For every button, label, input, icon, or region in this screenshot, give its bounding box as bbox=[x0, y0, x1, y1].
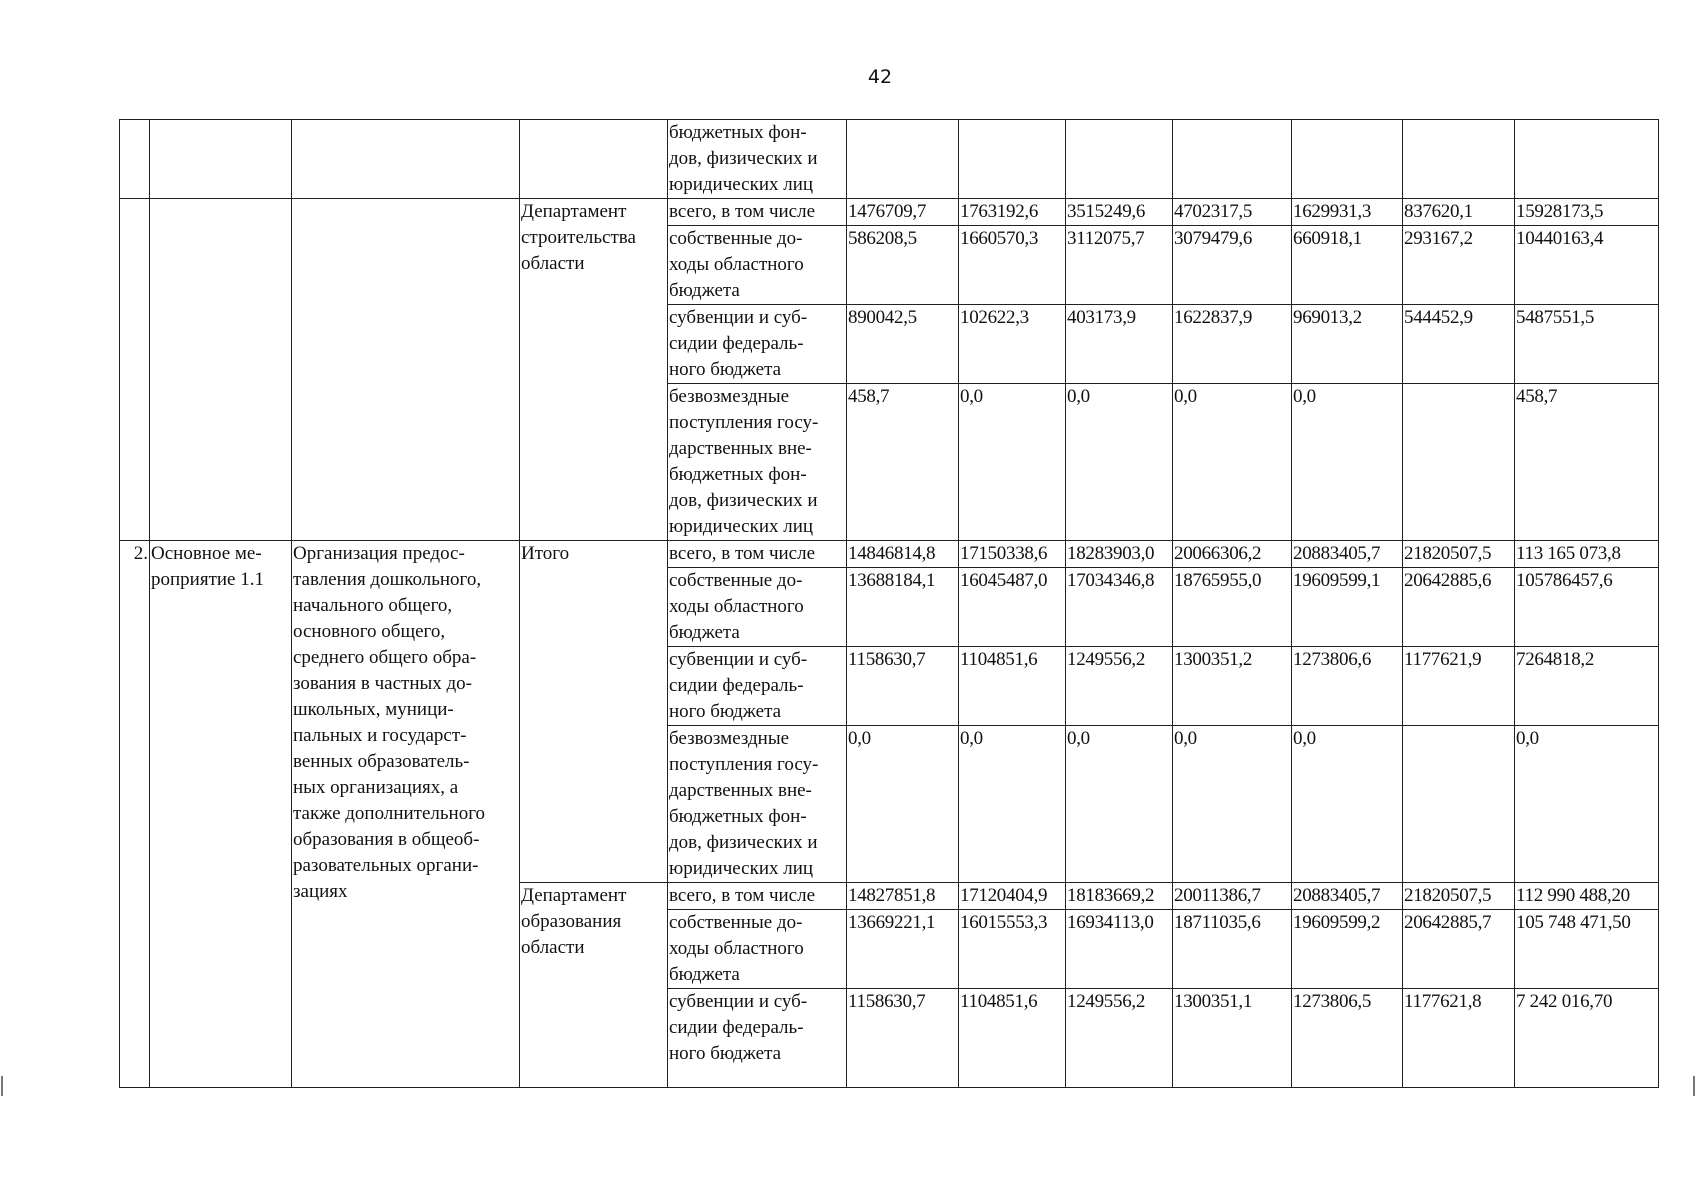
row-label: субвенции и суб- сидии федераль- ного бюджета bbox=[668, 989, 847, 1088]
value-cell bbox=[1403, 384, 1515, 541]
row-label: безвозмездные поступления госу- дарственных вне- бюджетных фон- дов, физических и юридических лиц bbox=[668, 726, 847, 883]
value-cell: 1249556,2 bbox=[1066, 989, 1173, 1088]
value-cell bbox=[1173, 120, 1292, 199]
row-label: собственные до- ходы областного бюджета bbox=[668, 568, 847, 647]
value-cell: 837620,1 bbox=[1403, 199, 1515, 226]
value-cell: 18765955,0 bbox=[1173, 568, 1292, 647]
value-cell: 890042,5 bbox=[847, 305, 959, 384]
executor-education: Департамент образования области bbox=[520, 883, 668, 1088]
value-cell: 19609599,2 bbox=[1292, 910, 1403, 989]
cell-executor bbox=[520, 120, 668, 199]
value-cell: 1104851,6 bbox=[959, 647, 1066, 726]
row-label: всего, в том числе bbox=[668, 883, 847, 910]
value-cell: 20642885,6 bbox=[1403, 568, 1515, 647]
cell-description bbox=[292, 199, 520, 541]
cell-activity bbox=[150, 120, 292, 199]
table-row bbox=[120, 199, 1659, 226]
row-label: собственные до- ходы областного бюджета bbox=[668, 910, 847, 989]
value-cell: 13688184,1 bbox=[847, 568, 959, 647]
value-cell: 1763192,6 bbox=[959, 199, 1066, 226]
value-cell: 1273806,6 bbox=[1292, 647, 1403, 726]
row-label: бюджетных фон- дов, физических и юридических лиц bbox=[668, 120, 847, 199]
value-cell: 21820507,5 bbox=[1403, 541, 1515, 568]
table-row bbox=[120, 120, 1659, 199]
value-cell: 1177621,9 bbox=[1403, 647, 1515, 726]
cell-activity: Основное ме- роприятие 1.1 bbox=[150, 541, 292, 1088]
value-cell: 0,0 bbox=[959, 726, 1066, 883]
value-cell: 1273806,5 bbox=[1292, 989, 1403, 1088]
value-cell bbox=[1515, 120, 1659, 199]
value-cell: 0,0 bbox=[1292, 384, 1403, 541]
value-cell: 0,0 bbox=[1292, 726, 1403, 883]
value-cell bbox=[1403, 726, 1515, 883]
value-cell: 5487551,5 bbox=[1515, 305, 1659, 384]
value-cell: 4702317,5 bbox=[1173, 199, 1292, 226]
value-cell: 14827851,8 bbox=[847, 883, 959, 910]
value-cell: 1158630,7 bbox=[847, 989, 959, 1088]
value-cell: 15928173,5 bbox=[1515, 199, 1659, 226]
value-cell: 458,7 bbox=[847, 384, 959, 541]
scan-mark-right bbox=[1693, 1076, 1695, 1096]
value-cell: 7 242 016,70 bbox=[1515, 989, 1659, 1088]
value-cell: 20883405,7 bbox=[1292, 883, 1403, 910]
value-cell bbox=[1066, 120, 1173, 199]
value-cell: 112 990 488,20 bbox=[1515, 883, 1659, 910]
value-cell: 17150338,6 bbox=[959, 541, 1066, 568]
value-cell: 3112075,7 bbox=[1066, 226, 1173, 305]
value-cell: 0,0 bbox=[1173, 384, 1292, 541]
scan-mark-left bbox=[1, 1076, 3, 1096]
value-cell: 105786457,6 bbox=[1515, 568, 1659, 647]
executor-total: Итого bbox=[520, 541, 668, 883]
row-label: всего, в том числе bbox=[668, 199, 847, 226]
value-cell: 10440163,4 bbox=[1515, 226, 1659, 305]
value-cell: 13669221,1 bbox=[847, 910, 959, 989]
value-cell: 0,0 bbox=[959, 384, 1066, 541]
table-row bbox=[120, 541, 1659, 568]
value-cell: 18283903,0 bbox=[1066, 541, 1173, 568]
value-cell: 18183669,2 bbox=[1066, 883, 1173, 910]
value-cell: 0,0 bbox=[1066, 384, 1173, 541]
value-cell: 16015553,3 bbox=[959, 910, 1066, 989]
value-cell: 1629931,3 bbox=[1292, 199, 1403, 226]
value-cell: 1104851,6 bbox=[959, 989, 1066, 1088]
budget-table bbox=[119, 119, 1659, 1088]
value-cell bbox=[959, 120, 1066, 199]
value-cell: 16934113,0 bbox=[1066, 910, 1173, 989]
value-cell: 403173,9 bbox=[1066, 305, 1173, 384]
value-cell: 1476709,7 bbox=[847, 199, 959, 226]
cell-index bbox=[120, 120, 150, 199]
value-cell: 458,7 bbox=[1515, 384, 1659, 541]
value-cell: 969013,2 bbox=[1292, 305, 1403, 384]
value-cell: 19609599,1 bbox=[1292, 568, 1403, 647]
value-cell: 1622837,9 bbox=[1173, 305, 1292, 384]
value-cell: 0,0 bbox=[1173, 726, 1292, 883]
row-label: субвенции и суб- сидии федераль- ного бюджета bbox=[668, 647, 847, 726]
value-cell: 1177621,8 bbox=[1403, 989, 1515, 1088]
row-label: субвенции и суб- сидии федераль- ного бюджета bbox=[668, 305, 847, 384]
value-cell: 17034346,8 bbox=[1066, 568, 1173, 647]
page-number: 42 bbox=[867, 66, 893, 88]
value-cell: 586208,5 bbox=[847, 226, 959, 305]
value-cell: 544452,9 bbox=[1403, 305, 1515, 384]
value-cell: 0,0 bbox=[1515, 726, 1659, 883]
value-cell: 7264818,2 bbox=[1515, 647, 1659, 726]
value-cell bbox=[1292, 120, 1403, 199]
value-cell: 1300351,1 bbox=[1173, 989, 1292, 1088]
value-cell bbox=[1403, 120, 1515, 199]
cell-index: 2. bbox=[120, 541, 150, 1088]
cell-description: Организация предос- тавления дошкольного, начального общего, основного общего, среднего общего обра- зования в частных до- школьных, муници- пальных и государст- венных образователь- ных организациях, а также дополнительного образования в общеоб- разовательных органи- зациях bbox=[292, 541, 520, 1088]
value-cell: 20011386,7 bbox=[1173, 883, 1292, 910]
value-cell: 1300351,2 bbox=[1173, 647, 1292, 726]
value-cell: 102622,3 bbox=[959, 305, 1066, 384]
value-cell: 1249556,2 bbox=[1066, 647, 1173, 726]
value-cell: 14846814,8 bbox=[847, 541, 959, 568]
cell-index bbox=[120, 199, 150, 541]
value-cell: 3079479,6 bbox=[1173, 226, 1292, 305]
executor-construction: Департамент строительства области bbox=[520, 199, 668, 541]
value-cell: 18711035,6 bbox=[1173, 910, 1292, 989]
value-cell: 113 165 073,8 bbox=[1515, 541, 1659, 568]
value-cell: 3515249,6 bbox=[1066, 199, 1173, 226]
value-cell: 21820507,5 bbox=[1403, 883, 1515, 910]
value-cell: 0,0 bbox=[1066, 726, 1173, 883]
value-cell: 20642885,7 bbox=[1403, 910, 1515, 989]
value-cell: 293167,2 bbox=[1403, 226, 1515, 305]
cell-activity bbox=[150, 199, 292, 541]
value-cell: 1158630,7 bbox=[847, 647, 959, 726]
value-cell: 20883405,7 bbox=[1292, 541, 1403, 568]
value-cell: 20066306,2 bbox=[1173, 541, 1292, 568]
row-label: собственные до- ходы областного бюджета bbox=[668, 226, 847, 305]
value-cell bbox=[847, 120, 959, 199]
cell-description bbox=[292, 120, 520, 199]
value-cell: 1660570,3 bbox=[959, 226, 1066, 305]
value-cell: 105 748 471,50 bbox=[1515, 910, 1659, 989]
value-cell: 0,0 bbox=[847, 726, 959, 883]
value-cell: 16045487,0 bbox=[959, 568, 1066, 647]
value-cell: 660918,1 bbox=[1292, 226, 1403, 305]
value-cell: 17120404,9 bbox=[959, 883, 1066, 910]
row-label: безвозмездные поступления госу- дарственных вне- бюджетных фон- дов, физических и юридических лиц bbox=[668, 384, 847, 541]
row-label: всего, в том числе bbox=[668, 541, 847, 568]
